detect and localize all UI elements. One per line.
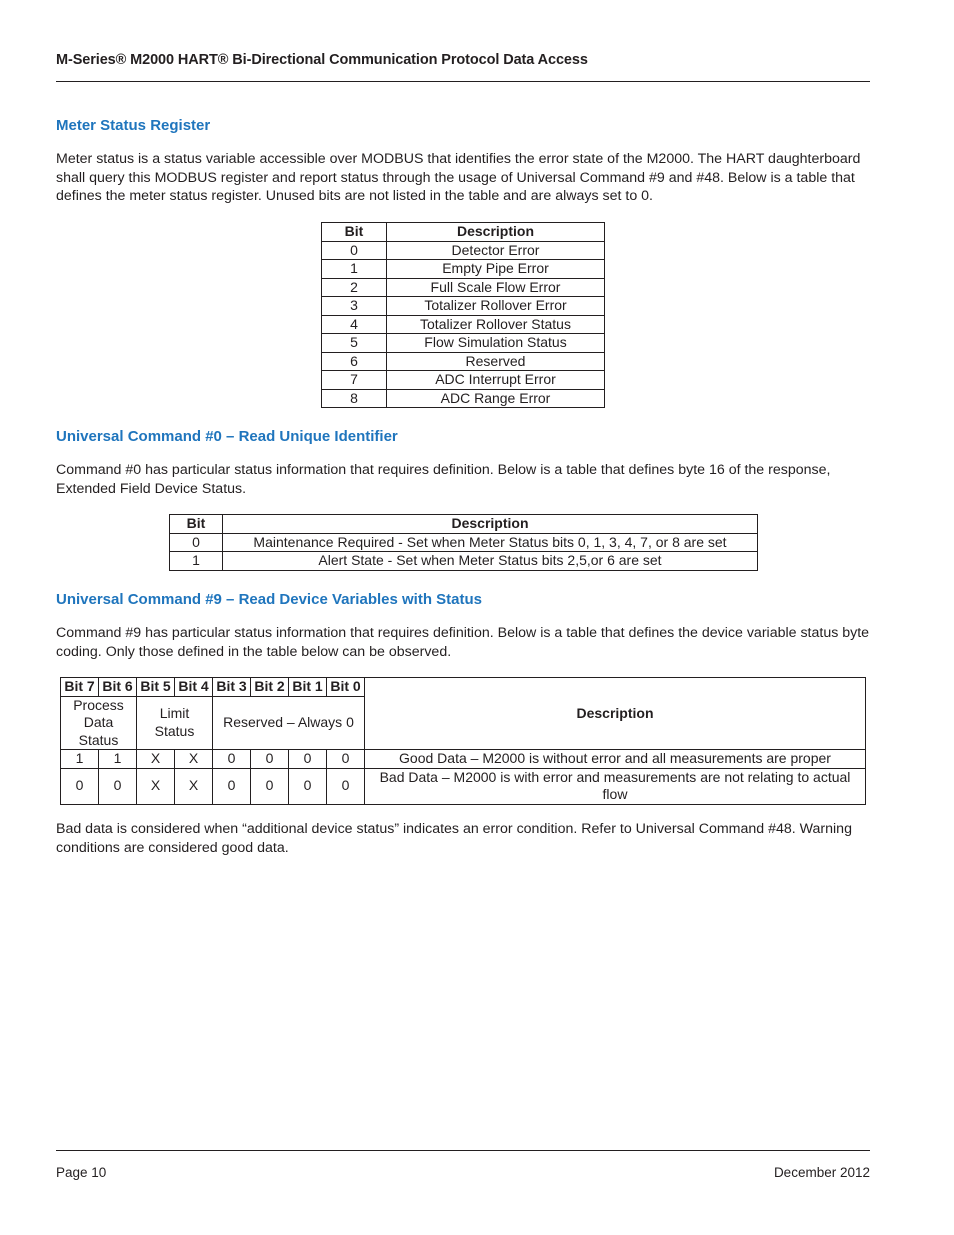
table-cell-bit: 4 bbox=[322, 315, 387, 334]
table-cell-bit: X bbox=[137, 750, 175, 769]
section-heading-command-0: Universal Command #0 – Read Unique Identifier bbox=[56, 428, 398, 445]
table-cell-bit: 0 bbox=[251, 750, 289, 769]
table-cell-description: Good Data – M2000 is without error and all measurements are proper bbox=[365, 750, 866, 769]
section-body-command-0: Command #0 has particular status information that requires definition. Below is a table that defines byte 16 of the response, Extended Field Device Status. bbox=[56, 462, 831, 497]
bad-data-note: Bad data is considered when “additional device status” indicates an error condition. Refer to Universal Command #48. Warning conditions are considered good data. bbox=[56, 821, 852, 856]
publication-date: December 2012 bbox=[773, 1165, 870, 1180]
table-cell-bit: X bbox=[137, 768, 175, 804]
table-cell-description: Flow Simulation Status bbox=[387, 334, 605, 353]
table-cell-bit: X bbox=[175, 768, 213, 804]
table-cell-bit: X bbox=[175, 750, 213, 769]
table-row bbox=[322, 352, 605, 371]
table-row bbox=[322, 260, 605, 279]
table-cell-bit: 0 bbox=[213, 768, 251, 804]
table-row bbox=[322, 278, 605, 297]
table-cell-bit: 0 bbox=[327, 768, 365, 804]
table-cell-bit: 0 bbox=[322, 241, 387, 260]
header-divider bbox=[56, 81, 870, 82]
column-header-bit-7: Bit 7 bbox=[61, 678, 99, 697]
column-header-bit: Bit bbox=[322, 223, 387, 242]
table-row bbox=[170, 552, 758, 571]
table-row bbox=[61, 768, 866, 804]
meter-status-table bbox=[321, 222, 605, 408]
table-row bbox=[322, 241, 605, 260]
column-header-description: Description bbox=[387, 223, 605, 242]
column-header-bit-0: Bit 0 bbox=[327, 678, 365, 697]
table-row bbox=[322, 297, 605, 316]
table-cell-description: Alert State - Set when Meter Status bits 2,5,or 6 are set bbox=[223, 552, 758, 571]
table-cell-bit: 0 bbox=[61, 768, 99, 804]
table-cell-description: Empty Pipe Error bbox=[387, 260, 605, 279]
section-body-meter-status: Meter status is a status variable accessible over MODBUS that identifies the error state of the M2000. The HART daughterboard shall query this MODBUS register and report status through the usage of Universal Command #9 and #48. Below is a table that defines the meter status register. Unused bits are not listed in the table and are always set to 0. bbox=[56, 151, 861, 204]
section-heading-command-9: Universal Command #9 – Read Device Variables with Status bbox=[56, 591, 483, 608]
table-row bbox=[61, 750, 866, 769]
column-header-bit-5: Bit 5 bbox=[137, 678, 175, 697]
table-cell-description: ADC Range Error bbox=[387, 389, 605, 408]
document-header-title: M-Series® M2000 HART® Bi-Directional Communication Protocol Data Access bbox=[56, 52, 588, 68]
footer-divider bbox=[56, 1150, 870, 1151]
device-variable-status-table bbox=[60, 677, 866, 805]
table-cell-bit: 0 bbox=[251, 768, 289, 804]
table-cell-description: Reserved bbox=[387, 352, 605, 371]
table-cell-bit: 0 bbox=[289, 768, 327, 804]
table-cell-description: Maintenance Required - Set when Meter Status bits 0, 1, 3, 4, 7, or 8 are set bbox=[223, 533, 758, 552]
table-row bbox=[322, 371, 605, 390]
table-cell-bit: 7 bbox=[322, 371, 387, 390]
column-header-bit-4: Bit 4 bbox=[175, 678, 213, 697]
column-header-bit-6: Bit 6 bbox=[99, 678, 137, 697]
column-header-description: Description bbox=[223, 515, 758, 534]
table-cell-bit: 0 bbox=[170, 533, 223, 552]
column-header-bit-1: Bit 1 bbox=[289, 678, 327, 697]
section-body-command-9: Command #9 has particular status information that requires definition. Below is a table that defines the device variable status byte coding. Only those defined in the table below can be observed. bbox=[56, 625, 870, 660]
table-cell-bit: 1 bbox=[322, 260, 387, 279]
table-cell-bit: 1 bbox=[99, 750, 137, 769]
table-cell-bit: 0 bbox=[327, 750, 365, 769]
table-cell-bit: 0 bbox=[99, 768, 137, 804]
table-cell-bit: 6 bbox=[322, 352, 387, 371]
table-header-row bbox=[170, 515, 758, 534]
column-header-bit-2: Bit 2 bbox=[251, 678, 289, 697]
table-row bbox=[170, 533, 758, 552]
group-process-data-status: Process Data Status bbox=[61, 696, 137, 750]
table-cell-bit: 8 bbox=[322, 389, 387, 408]
table-row bbox=[322, 315, 605, 334]
table-header-row bbox=[61, 678, 866, 697]
page-number: Page 10 bbox=[56, 1165, 107, 1180]
table-cell-bit: 0 bbox=[213, 750, 251, 769]
table-cell-bit: 1 bbox=[61, 750, 99, 769]
table-cell-description: Totalizer Rollover Status bbox=[387, 315, 605, 334]
group-reserved: Reserved – Always 0 bbox=[213, 696, 365, 750]
section-heading-meter-status: Meter Status Register bbox=[56, 117, 211, 134]
table-row bbox=[322, 389, 605, 408]
group-limit-status: Limit Status bbox=[137, 696, 213, 750]
table-cell-description: Full Scale Flow Error bbox=[387, 278, 605, 297]
table-cell-bit: 2 bbox=[322, 278, 387, 297]
column-header-bit: Bit bbox=[170, 515, 223, 534]
table-row bbox=[322, 334, 605, 353]
table-header-row bbox=[322, 223, 605, 242]
table-cell-description: ADC Interrupt Error bbox=[387, 371, 605, 390]
extended-status-table bbox=[169, 514, 758, 571]
table-cell-bit: 5 bbox=[322, 334, 387, 353]
table-cell-bit: 0 bbox=[289, 750, 327, 769]
column-header-description: Description bbox=[365, 678, 866, 750]
table-cell-description: Detector Error bbox=[387, 241, 605, 260]
table-cell-description: Totalizer Rollover Error bbox=[387, 297, 605, 316]
column-header-bit-3: Bit 3 bbox=[213, 678, 251, 697]
table-cell-bit: 3 bbox=[322, 297, 387, 316]
table-cell-description: Bad Data – M2000 is with error and measurements are not relating to actual flow bbox=[365, 768, 866, 804]
table-cell-bit: 1 bbox=[170, 552, 223, 571]
